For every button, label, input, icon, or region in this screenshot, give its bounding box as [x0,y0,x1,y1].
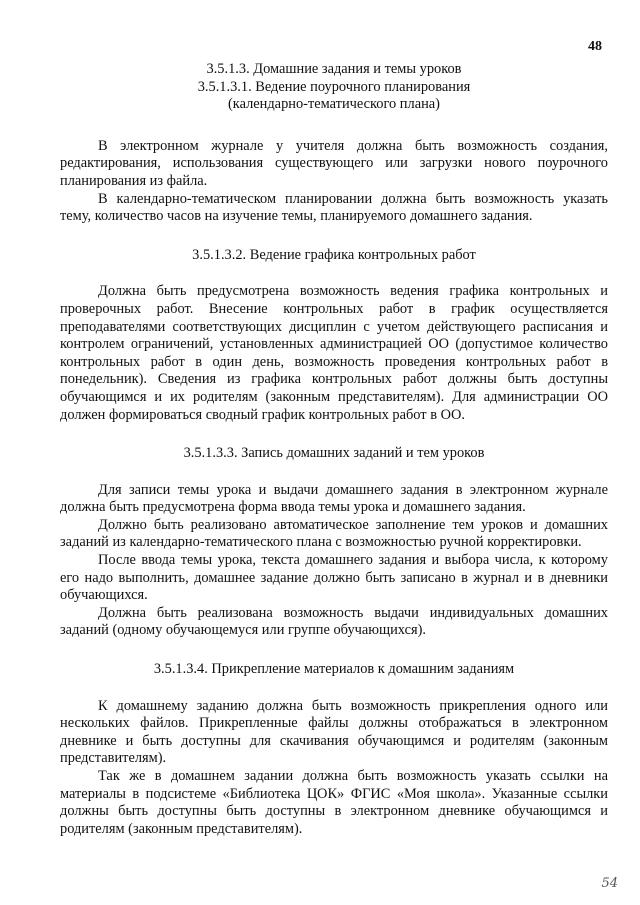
subsection-heading-note: (календарно-тематического плана) [228,96,440,113]
page-number: 48 [588,39,602,54]
subsection-heading: 3.5.1.3.1. Ведение поурочного планирования [197,78,471,95]
section-title-homework-entry: 3.5.1.3.3. Запись домашних заданий и тем уроков [183,445,485,462]
paragraph: Так же в домашнем задании должна быть возможность указать ссылки на материалы в подсистеме «Библиотека ЦОК» ФГИС «Моя школа». Указанные ссылки должны быть доступны быть доступны в электронном дневнике обучающимся и родителям (законным представителям). [60,768,608,837]
paragraph: В электронном журнале у учителя должна быть возможность создания, редактирования, использования существующего или загрузки нового поурочного планирования из файла. [60,137,608,189]
paragraph: Для записи темы урока и выдачи домашнего задания в электронном журнале должна быть предусмотрена форма ввода темы урока и домашнего задания. [60,481,608,516]
section-title-homework-materials: 3.5.1.3.4. Прикрепление материалов к домашним заданиям [153,661,515,678]
paragraph: К домашнему заданию должна быть возможность прикрепления одного или нескольких файлов. Прикрепленные файлы должны отображаться в электронном дневнике и быть доступны для скачивания обучающимся и родителям (законным представителям). [60,697,608,767]
paragraph: Должна быть предусмотрена возможность ведения графика контрольных и проверочных работ. Внесение контрольных работ в график осуществляется преподавателями соответствующих дисциплин с учетом действующего расписания и контролем ограничений, установленных администрацией ОО (допустимое количество контрольных работ в один день, возможность проведения контрольных работ в понедельник). Сведения из графика контрольных работ должны быть доступны обучающимся и их родителям (законным представителям). Для администрации ОО должен формироваться сводный график контрольных работ в ОО. [60,283,608,423]
paragraph: В календарно-тематическом планировании должна быть возможность указать тему, количество часов на изучение темы, планируемого домашнего задания. [60,190,608,225]
section-heading: 3.5.1.3. Домашние задания и темы уроков [206,61,462,77]
paragraph: Должна быть реализована возможность выдачи индивидуальных домашних заданий (одному обучающемуся или группе обучающихся). [60,604,608,639]
handwritten-signature: 54 [601,876,618,892]
document-body [60,61,608,838]
section-title-test-schedule: 3.5.1.3.2. Ведение графика контрольных работ [192,246,476,263]
paragraph: Должно быть реализовано автоматическое заполнение тем уроков и домашних заданий из календарно-тематического плана с возможностью ручной корректировки. [60,516,608,551]
paragraph: После ввода темы урока, текста домашнего задания и выбора числа, к которому его надо выполнить, домашнее задание должно быть записано в журнал и в дневники обучающихся. [60,552,608,604]
